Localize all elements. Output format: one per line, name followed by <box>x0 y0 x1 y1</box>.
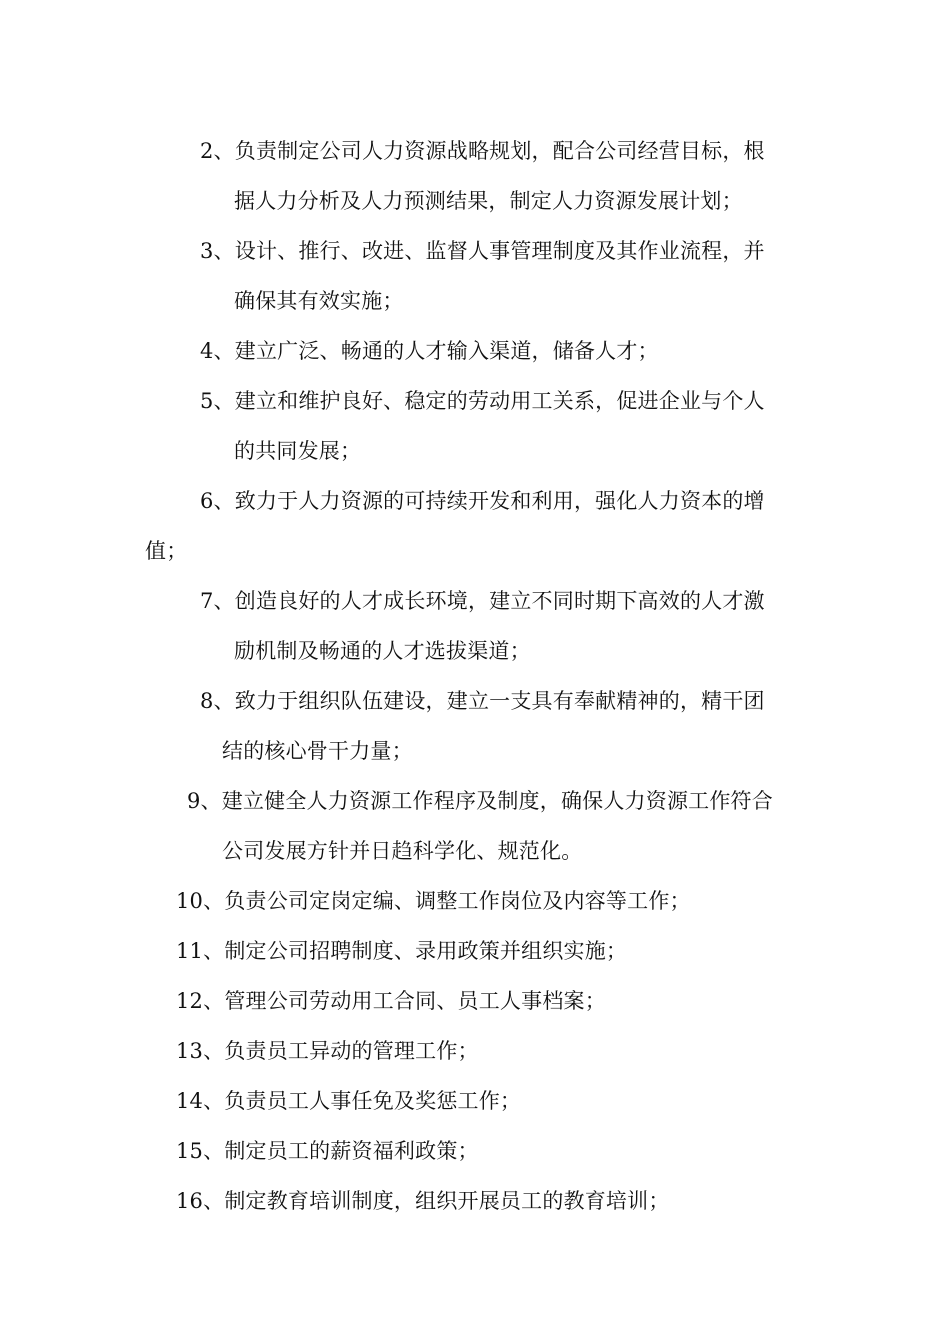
item-9-line-2: 公司发展方针并日趋科学化、规范化。 <box>222 839 583 863</box>
item-7-line-2: 励机制及畅通的人才选拔渠道； <box>234 639 531 663</box>
item-7-line-1: 7、创造良好的人才成长环境，建立不同时期下高效的人才激 <box>200 589 765 613</box>
item-14-line-1: 14、负责员工人事任免及奖惩工作； <box>176 1089 522 1113</box>
item-2-line-2: 据人力分析及人力预测结果，制定人力资源发展计划； <box>234 189 743 213</box>
item-15-line-1: 15、制定员工的薪资福利政策； <box>176 1139 479 1163</box>
item-6-line-2: 值； <box>145 539 188 563</box>
item-16-line-1: 16、制定教育培训制度，组织开展员工的教育培训； <box>176 1189 670 1213</box>
item-3-line-2: 确保其有效实施； <box>234 289 404 313</box>
item-8-line-1: 8、致力于组织队伍建设，建立一支具有奉献精神的，精干团 <box>200 689 765 713</box>
item-6-line-1: 6、致力于人力资源的可持续开发和利用，强化人力资本的增 <box>200 489 765 513</box>
item-11-line-1: 11、制定公司招聘制度、录用政策并组织实施； <box>176 939 628 963</box>
item-13-line-1: 13、负责员工异动的管理工作； <box>176 1039 479 1063</box>
item-9-line-1: 9、建立健全人力资源工作程序及制度，确保人力资源工作符合 <box>187 789 773 813</box>
item-2-line-1: 2、负责制定公司人力资源战略规划，配合公司经营目标，根 <box>200 139 765 163</box>
item-10-line-1: 10、负责公司定岗定编、调整工作岗位及内容等工作； <box>176 889 691 913</box>
item-5-line-1: 5、建立和维护良好、稳定的劳动用工关系，促进企业与个人 <box>200 389 765 413</box>
item-12-line-1: 12、管理公司劳动用工合同、员工人事档案； <box>176 989 606 1013</box>
item-8-line-2: 结的核心骨干力量； <box>222 739 413 763</box>
item-4-line-1: 4、建立广泛、畅通的人才输入渠道，储备人才； <box>200 339 659 363</box>
item-5-line-2: 的共同发展； <box>234 439 362 463</box>
item-3-line-1: 3、设计、推行、改进、监督人事管理制度及其作业流程，并 <box>200 239 765 263</box>
